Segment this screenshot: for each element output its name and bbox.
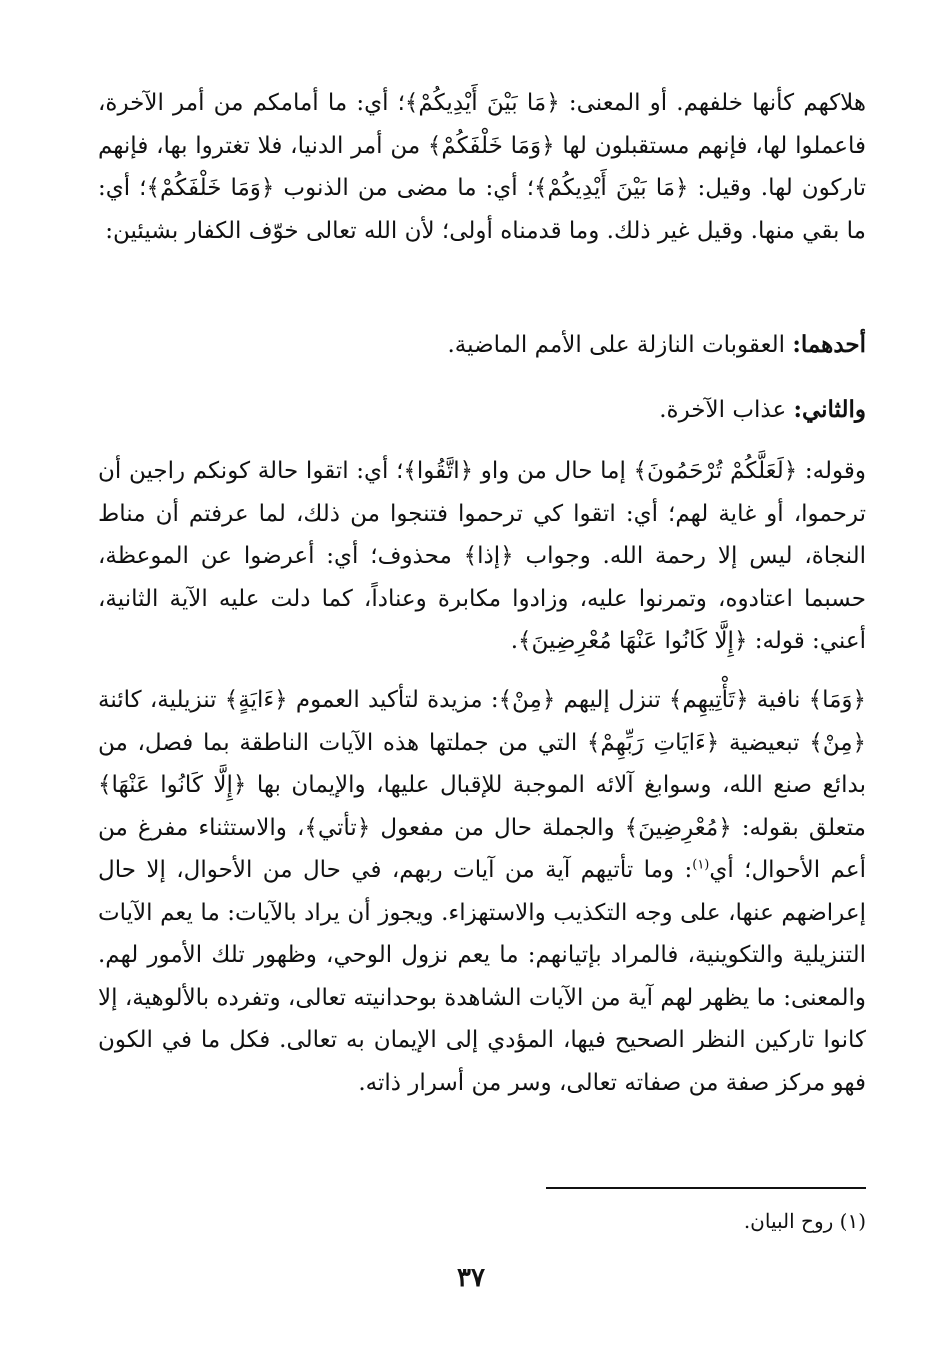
footnote-reference: (١) xyxy=(692,857,710,873)
paragraph-commentary xyxy=(98,450,908,663)
paragraph-continuation xyxy=(98,82,866,252)
item-label-second: والثاني: xyxy=(793,396,866,423)
page-number: ٣٧ xyxy=(457,1263,485,1293)
footnote-marker: (١) xyxy=(839,1209,866,1233)
item-label-first: أحدهما: xyxy=(792,331,866,358)
item-text-second: عذاب الآخرة. xyxy=(659,397,787,423)
footnote-text: روح البيان. xyxy=(743,1209,834,1233)
paragraph-text: هلاكهم كأنها خلفهم. أو المعنى: ﴿مَا بَيْنَ أَيْدِيكُمْ﴾؛ أي: ما أمامكم من أمر الآخرة، فاعملوا لها، فإنهم مستقبلون لها ﴿وَمَا خَلْفَكُمْ﴾ من أمر الدنيا، فلا تغتروا بها، فإنهم تاركون لها. وقيل: ﴿مَا بَيْنَ أَيْدِيكُمْ﴾؛ أي: ما مضى من الذنوب ﴿وَمَا خَلْفَكُمْ﴾؛ أي: ما بقي منها. وقيل غير ذلك. وما قدمناه أولى؛ لأن الله تعالى خوّف الكفار بشيئين: xyxy=(98,90,867,244)
item-text-first: العقوبات النازلة على الأمم الماضية. xyxy=(447,332,786,358)
paragraph-text: وقوله: ﴿لَعَلَّكُمْ تُرْحَمُونَ﴾ إما حال من واو ﴿اتَّقُوا﴾؛ أي: اتقوا حالة كونكم راجين أن ترحموا، أو غاية لهم؛ أي: اتقوا كي ترحموا فتنجوا من ذلك، لما عرفتم أن مناط النجاة، ليس إلا رحمة الله. وجواب ﴿إذا﴾ محذوف؛ أي: أعرضوا عن الموعظة، حسبما اعتادوه، وتمرنوا عليه، وزادوا مكابرة وعناداً، كما دلت عليه الآية الثانية، أعني: قوله: ﴿إِلَّا كَانُوا عَنْهَا مُعْرِضِينَ﴾. xyxy=(98,458,866,654)
paragraph-first-item xyxy=(98,324,908,367)
footnote-divider xyxy=(546,1187,866,1189)
paragraph-text: : وما تأتيهم آية من آيات ربهم، في حال من الأحوال، إلا حال إعراضهم عنها، على وجه التكذيب والاستهزاء. ويجوز أن يراد بالآيات: ما يعم الآيات التنزيلية والتكوينية، فالمراد بإتيانهم: ما يعم نزول الوحي، وظهور تلك الأمور لهم. والمعنى: ما يظهر لهم آية من الآيات الشاهدة بوحدانيته تعالى، وتفرده بالألوهية، إلا كانوا تاركين النظر الصحيح فيها، المؤدي إلى الإيمان به تعالى. فكل ما في الكون فهو مركز صفة من صفاته تعالى، وسر من أسرار ذاته. xyxy=(98,857,866,1096)
paragraph-text: ﴿وَمَا﴾ نافية ﴿تَأْتِيهِم﴾ تنزل إليهم ﴿مِنْ﴾: مزيدة لتأكيد العموم ﴿ءَايَةٍ﴾ تنزيلية، كائنة ﴿مِنْ﴾ تبعيضية ﴿ءَايَاتِ رَبِّهِمْ﴾ التي من جملتها هذه الآيات الناطقة بما فصل، من بدائع صنع الله، وسوابغ آلائه الموجبة للإقبال عليها، والإيمان بها ﴿إِلَّا كَانُوا عَنْهَا﴾ متعلق بقوله: ﴿مُعْرِضِينَ﴾ والجملة حال من مفعول ﴿تأتي﴾، والاستثناء مفرغ من أعم الأحوال؛ أي xyxy=(98,687,866,883)
paragraph-second-item xyxy=(98,389,908,432)
paragraph-explanation xyxy=(98,679,908,1104)
footnote xyxy=(500,1206,866,1236)
